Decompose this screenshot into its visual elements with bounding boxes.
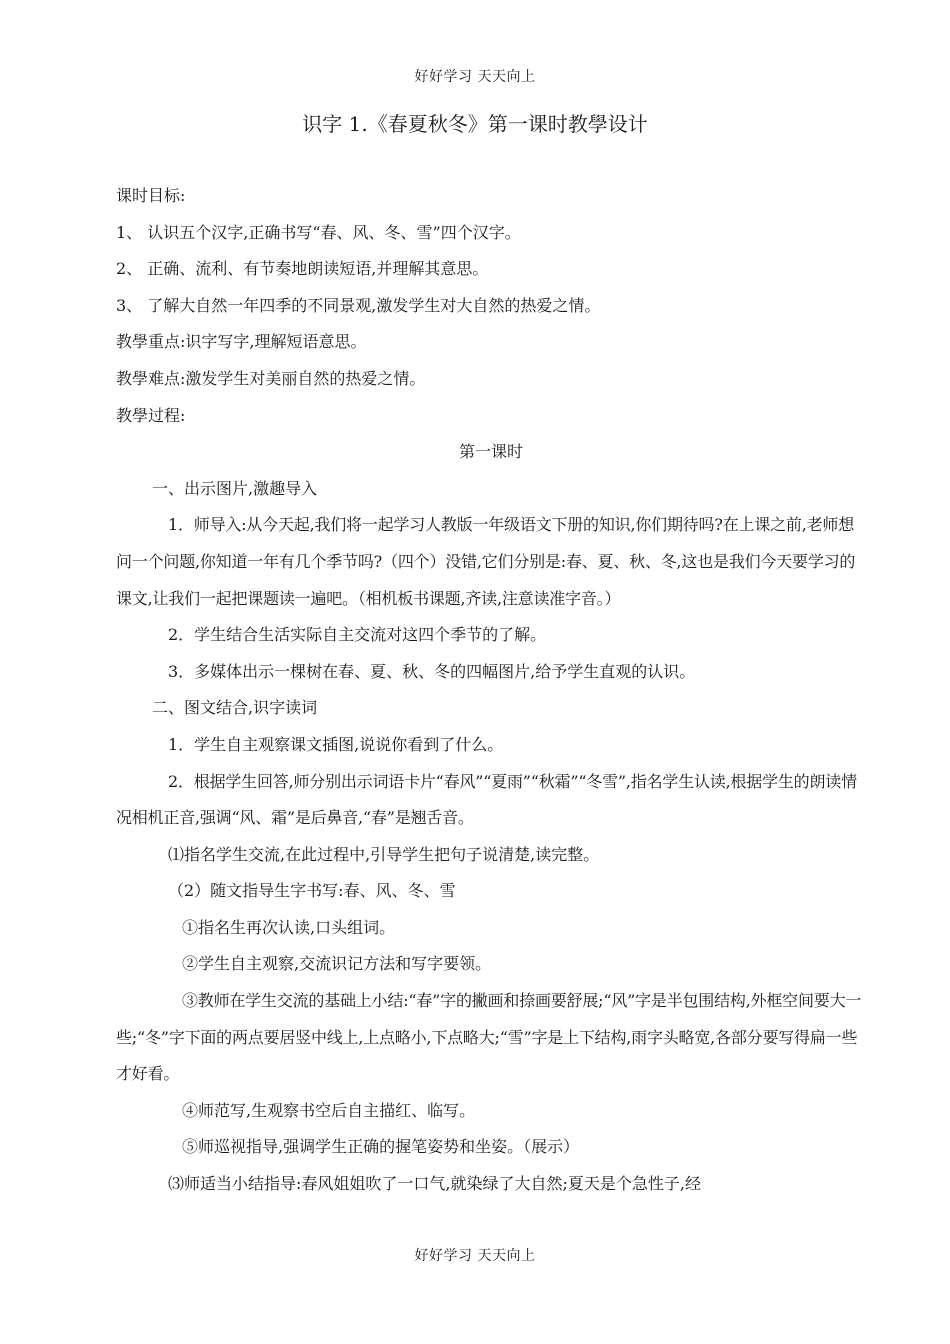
section-2-subitem-3: ⑶师适当小结指导:春风姐姐吹了一口气,就染绿了大自然;夏天是个急性子,经 — [168, 1174, 701, 1194]
difficulty: 教學难点:激发学生对美丽自然的热爱之情。 — [116, 368, 426, 388]
process-label: 教學过程: — [116, 405, 186, 425]
section-2-circled-item-5: ⑤师巡视指导,强调学生正确的握笔姿势和坐姿。（展示） — [182, 1137, 580, 1157]
section-2-paragraph-1: 1．学生自主观察课文插图,说说你看到了什么。 — [168, 734, 504, 754]
key-point: 教學重点:识字写字,理解短语意思。 — [116, 332, 367, 352]
lesson-heading: 第一课时 — [458, 442, 523, 462]
section-2-subitem-2: （2）随文指导生字书写:春、风、冬、雪 — [168, 881, 456, 901]
section-1-paragraph-2: 2．学生结合生活实际自主交流对这四个季节的了解。 — [168, 625, 547, 645]
objective-item-3: 3、 了解大自然一年四季的不同景观,激发学生对大自然的热爱之情。 — [116, 295, 601, 315]
section-2-circled-item-4: ④师范写,生观察书空后自主描红、临写。 — [182, 1100, 476, 1120]
document-body — [116, 178, 866, 1203]
section-1-heading: 一、出示图片,激趣导入 — [152, 478, 318, 498]
section-2-circled-item-2: ②学生自主观察,交流识记方法和写字要领。 — [182, 954, 492, 974]
section-2-circled-item-1: ①指名生再次认读,口头组词。 — [182, 917, 396, 937]
section-1-paragraph-1: 1．师导入:从今天起,我们将一起学习人教版一年级语文下册的知识,你们期待吗?在上课之前,老师想问一个问题,你知道一年有几个季节吗?（四个）没错,它们分别是:春、夏、秋、冬,这也是我们今天要学习的课文,让我们一起把课题读一遍吧。（相机板书课题,齐读,注意读准字音。） — [116, 515, 856, 608]
section-2-paragraph-2: 2．根据学生回答,师分别出示词语卡片“春风”“夏雨”“秋霜”“冬雪”,指名学生认读,根据学生的朗读情况相机正音,强调“风、霜”是后鼻音,“春”是翘舌音。 — [116, 771, 857, 828]
page-footer: 好好学习 天天向上 — [414, 1248, 536, 1264]
section-1-paragraph-3: 3．多媒体出示一棵树在春、夏、秋、冬的四幅图片,给予学生直观的认识。 — [168, 661, 696, 681]
section-2-subitem-1: ⑴指名学生交流,在此过程中,引导学生把句子说清楚,读完整。 — [168, 844, 600, 864]
objectives-label: 课时目标: — [116, 186, 186, 205]
section-2-heading: 二、图文结合,识字读词 — [152, 698, 318, 718]
objective-item-1: 1、 认识五个汉字,正确书写“春、风、冬、雪”四个汉字。 — [116, 222, 521, 242]
section-2-circled-item-3: ③教师在学生交流的基础上小结:“春”字的撇画和捺画要舒展;“风”字是半包围结构,外框空间要大一些;“冬”字下面的两点要居竖中线上,上点略小,下点略大;“雪”字是上下结构,雨字头略宽,各部分要写得扁一些才好看。 — [116, 991, 862, 1084]
document-title: 识字 1.《春夏秋冬》第一课时教學设计 — [302, 112, 648, 136]
objective-item-2: 2、 正确、流利、有节奏地朗读短语,并理解其意思。 — [116, 259, 489, 279]
page-header: 好好学习 天天向上 — [414, 69, 536, 85]
